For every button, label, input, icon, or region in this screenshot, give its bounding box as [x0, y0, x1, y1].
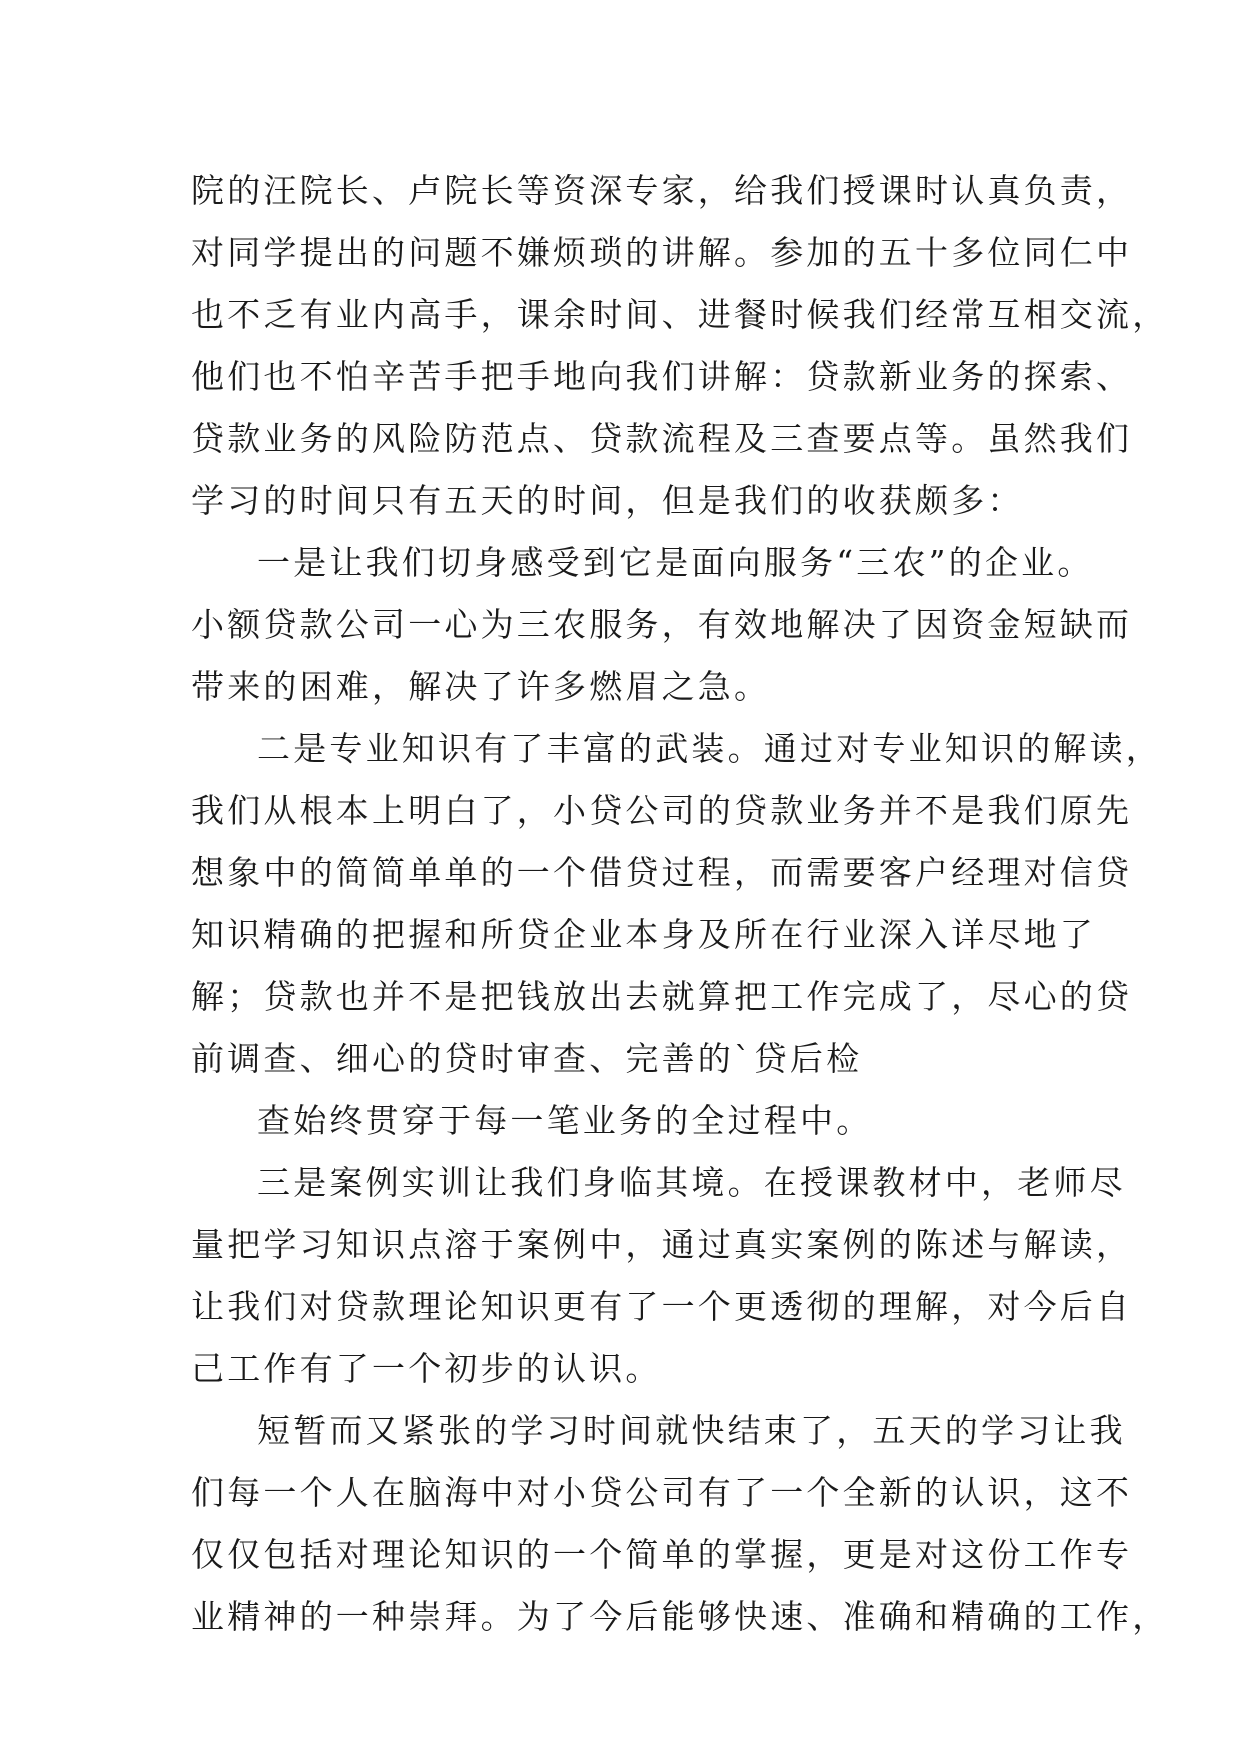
- text-line: 们每一个人在脑海中对小贷公司有了一个全新的认识，这不: [191, 1473, 1133, 1512]
- text-line: 前调查、细心的贷时审查、完善的`贷后检: [191, 1039, 863, 1078]
- paragraph-start-line: 三是案例实训让我们身临其境。在授课教材中，老师尽: [257, 1163, 1126, 1202]
- body-text: [191, 160, 1169, 1648]
- text-line: 学习的时间只有五天的时间，但是我们的收获颇多：: [191, 481, 1024, 520]
- text-line: 他们也不怕辛苦手把手地向我们讲解：贷款新业务的探索、: [191, 357, 1133, 396]
- text-line: 知识精确的把握和所贷企业本身及所在行业深入详尽地了: [191, 915, 1096, 954]
- text-line: 让我们对贷款理论知识更有了一个更透彻的理解，对今后自: [191, 1287, 1133, 1326]
- text-line: 带来的困难，解决了许多燃眉之急。: [191, 667, 771, 706]
- text-line: 量把学习知识点溶于案例中，通过真实案例的陈述与解读，: [191, 1225, 1133, 1264]
- text-line: 解；贷款也并不是把钱放出去就算把工作完成了，尽心的贷: [191, 977, 1133, 1016]
- text-line: 想象中的简简单单的一个借贷过程，而需要客户经理对信贷: [191, 853, 1133, 892]
- text-line: 我们从根本上明白了，小贷公司的贷款业务并不是我们原先: [191, 791, 1133, 830]
- text-line: 也不乏有业内高手，课余时间、进餐时候我们经常互相交流，: [191, 295, 1169, 334]
- text-line: 小额贷款公司一心为三农服务，有效地解决了因资金短缺而: [191, 605, 1133, 644]
- text-line: 对同学提出的问题不嫌烦琐的讲解。参加的五十多位同仁中: [191, 233, 1133, 272]
- text-line: 院的汪院长、卢院长等资深专家，给我们授课时认真负责，: [191, 171, 1133, 210]
- paragraph-start-line: 查始终贯穿于每一笔业务的全过程中。: [257, 1101, 873, 1140]
- text-line: 贷款业务的风险防范点、贷款流程及三查要点等。虽然我们: [191, 419, 1133, 458]
- paragraph-start-line: 短暂而又紧张的学习时间就快结束了，五天的学习让我: [257, 1411, 1126, 1450]
- paragraph-start-line: 一是让我们切身感受到它是面向服务“三农”的企业。: [257, 543, 1094, 582]
- text-line: 己工作有了一个初步的认识。: [191, 1349, 662, 1388]
- paragraph-start-line: 二是专业知识有了丰富的武装。通过对专业知识的解读，: [257, 729, 1162, 768]
- text-line: 业精神的一种崇拜。为了今后能够快速、准确和精确的工作，: [191, 1597, 1169, 1636]
- text-line: 仅仅包括对理论知识的一个简单的掌握，更是对这份工作专: [191, 1535, 1133, 1574]
